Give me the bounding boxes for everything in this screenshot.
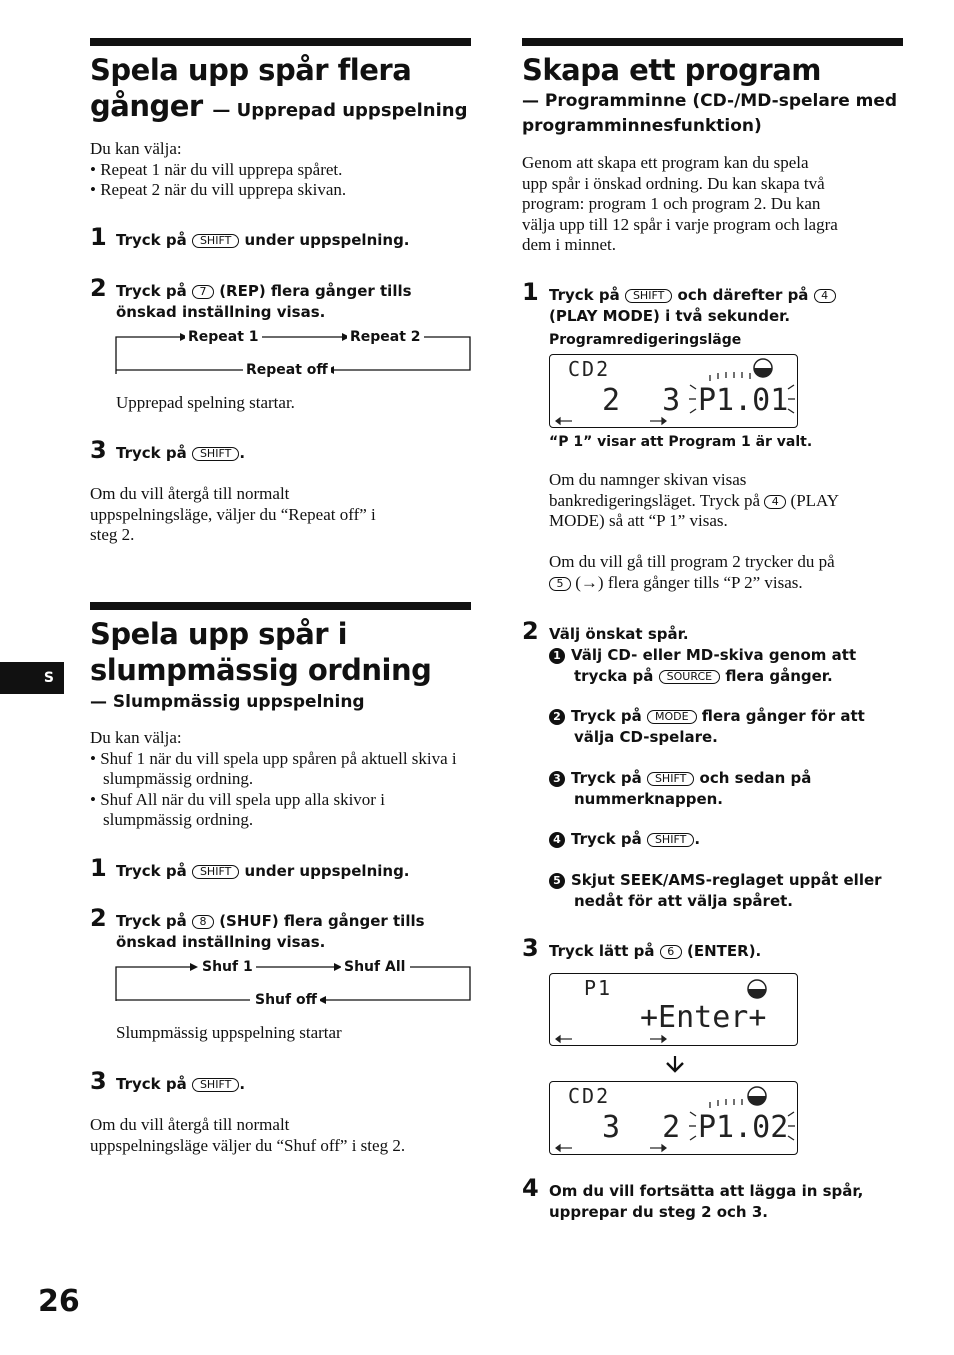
- step-text: Tryck på SHIFT .: [116, 444, 246, 462]
- lcd-program: P1.01: [698, 383, 789, 418]
- sub-step: 3 Tryck på SHIFT och sedan på nummerknappen.: [549, 768, 811, 809]
- step-text: Tryck på SHIFT och därefter på 4 (PLAY MODE) i två sekunder.: [549, 285, 836, 326]
- step-number: 2: [90, 904, 107, 932]
- intro-text: Du kan välja: • Shuf 1 när du vill spela upp spåren på aktuell skiva i slumpmässig ordning. • Shuf All när du vill spela upp alla skivor i slumpmässig ordning.: [90, 728, 457, 829]
- note-text: Slumpmässig uppspelning startar: [116, 1023, 342, 1042]
- step-number: 3: [90, 436, 107, 464]
- shift-key: SHIFT: [647, 772, 694, 786]
- flow-shuf-off: Shuf off: [252, 992, 320, 1008]
- lcd-indicators: [550, 355, 799, 429]
- flow-repeat-2: Repeat 2: [347, 329, 424, 345]
- section-rule: [90, 38, 471, 46]
- step-text: Tryck på SHIFT under uppspelning.: [116, 231, 410, 249]
- section-rule: [90, 602, 471, 610]
- mode-key: MODE: [647, 710, 697, 724]
- number-key: 4: [814, 289, 836, 303]
- sub-step: 1 Välj CD- eller MD-skiva genom att trycka på SOURCE flera gånger.: [549, 645, 856, 686]
- flow-repeat-off: Repeat off: [243, 362, 331, 378]
- shift-key: SHIFT: [192, 865, 239, 879]
- step-number: 3: [522, 934, 539, 962]
- flow-repeat-1: Repeat 1: [185, 329, 262, 345]
- step-number: 2: [90, 274, 107, 302]
- page-number: 26: [38, 1284, 80, 1319]
- sub-step: 5 Skjut SEEK/AMS-reglaget uppåt eller nedåt för att välja spåret.: [549, 870, 882, 911]
- outro-text: Om du vill återgå till normalt uppspelningsläge, väljer du “Repeat off” i steg 2.: [90, 484, 376, 544]
- intro-text: Du kan välja: • Repeat 1 när du vill upprepa spåret. • Repeat 2 när du vill upprepa skivan.: [90, 139, 347, 199]
- section-title-repeat: Spela upp spår flera gånger — Upprepad uppspelning: [90, 53, 468, 123]
- number-key: 8: [192, 915, 214, 929]
- step-text: Tryck på SHIFT .: [116, 1075, 246, 1093]
- step-text: Tryck lätt på 6 (ENTER).: [549, 942, 762, 960]
- number-key: 5: [549, 577, 571, 591]
- flow-shuf-1: Shuf 1: [199, 959, 256, 975]
- lcd-source: CD2: [568, 1084, 611, 1108]
- source-key: SOURCE: [659, 670, 720, 684]
- display-caption: Programredigeringsläge: [549, 332, 742, 348]
- language-tab: S: [0, 662, 64, 694]
- step-number: 1: [90, 223, 107, 251]
- section-subtitle: — Programminne (CD-/MD-spelare med programminnesfunktion): [522, 91, 898, 136]
- display-note: “P 1” visar att Program 1 är valt.: [549, 434, 813, 450]
- lcd-source: CD2: [568, 357, 611, 381]
- section-subtitle: — Slumpmässig uppspelning: [90, 692, 365, 712]
- step-text: Tryck på 7 (REP) flera gånger tills önskad inställning visas.: [116, 282, 412, 321]
- step-number: 1: [522, 278, 539, 306]
- shift-key: SHIFT: [647, 833, 694, 847]
- step-number: 2: [522, 617, 539, 645]
- lcd-digits: 3 2: [602, 1110, 683, 1145]
- shift-key: SHIFT: [192, 447, 239, 461]
- lcd-digits: 2 3: [602, 383, 683, 418]
- number-key: 7: [192, 285, 214, 299]
- lcd-indicators: [550, 974, 799, 1047]
- step-number: 4: [522, 1174, 539, 1202]
- intro-text: Genom att skapa ett program kan du spela upp spår i önskad ordning. Du kan skapa två program: program 1 och program 2. Du kan välja upp till 12 spår i varje program och lagra dem i minnet.: [522, 153, 838, 254]
- lcd-program: P1.02: [698, 1110, 789, 1145]
- lcd-indicators: [550, 1082, 799, 1156]
- step-text: Välj önskat spår.: [549, 625, 689, 643]
- section-title-program: Skapa ett program: [522, 53, 821, 87]
- shift-key: SHIFT: [192, 1078, 239, 1092]
- lcd-enter-text: +Enter+: [640, 1000, 767, 1035]
- number-key: 6: [660, 945, 682, 959]
- outro-text: Om du vill återgå till normalt uppspelningsläge väljer du “Shuf off” i steg 2.: [90, 1115, 406, 1155]
- lcd-display: [549, 1081, 798, 1155]
- step-number: 1: [90, 854, 107, 882]
- note-text: Upprepad spelning startar.: [116, 393, 295, 412]
- lcd-display: [549, 354, 798, 428]
- sub-step: 2 Tryck på MODE flera gånger för att välja CD-spelare.: [549, 706, 865, 747]
- step-text: Om du vill fortsätta att lägga in spår, upprepar du steg 2 och 3.: [549, 1182, 864, 1221]
- step-text: Tryck på 8 (SHUF) flera gånger tills önskad inställning visas.: [116, 912, 425, 951]
- sub-step: 4 Tryck på SHIFT .: [549, 829, 700, 850]
- section-title-shuffle: Spela upp spår i slumpmässig ordning: [90, 617, 432, 687]
- flow-shuf-all: Shuf All: [341, 959, 408, 975]
- lcd-display: [549, 973, 798, 1046]
- arrow-down-icon: [664, 1054, 686, 1074]
- para-text: Om du vill gå till program 2 trycker du på 5 (→) flera gånger tills “P 2” visas.: [549, 552, 835, 592]
- lcd-program-label: P1: [584, 976, 613, 1000]
- shift-key: SHIFT: [192, 234, 239, 248]
- section-rule: [522, 38, 903, 46]
- step-text: Tryck på SHIFT under uppspelning.: [116, 862, 410, 880]
- number-key: 4: [764, 495, 786, 509]
- shift-key: SHIFT: [625, 289, 672, 303]
- para-text: Om du namnger skivan visas bankredigeringsläget. Tryck på 4 (PLAY MODE) så att “P 1” visas.: [549, 470, 840, 530]
- step-number: 3: [90, 1067, 107, 1095]
